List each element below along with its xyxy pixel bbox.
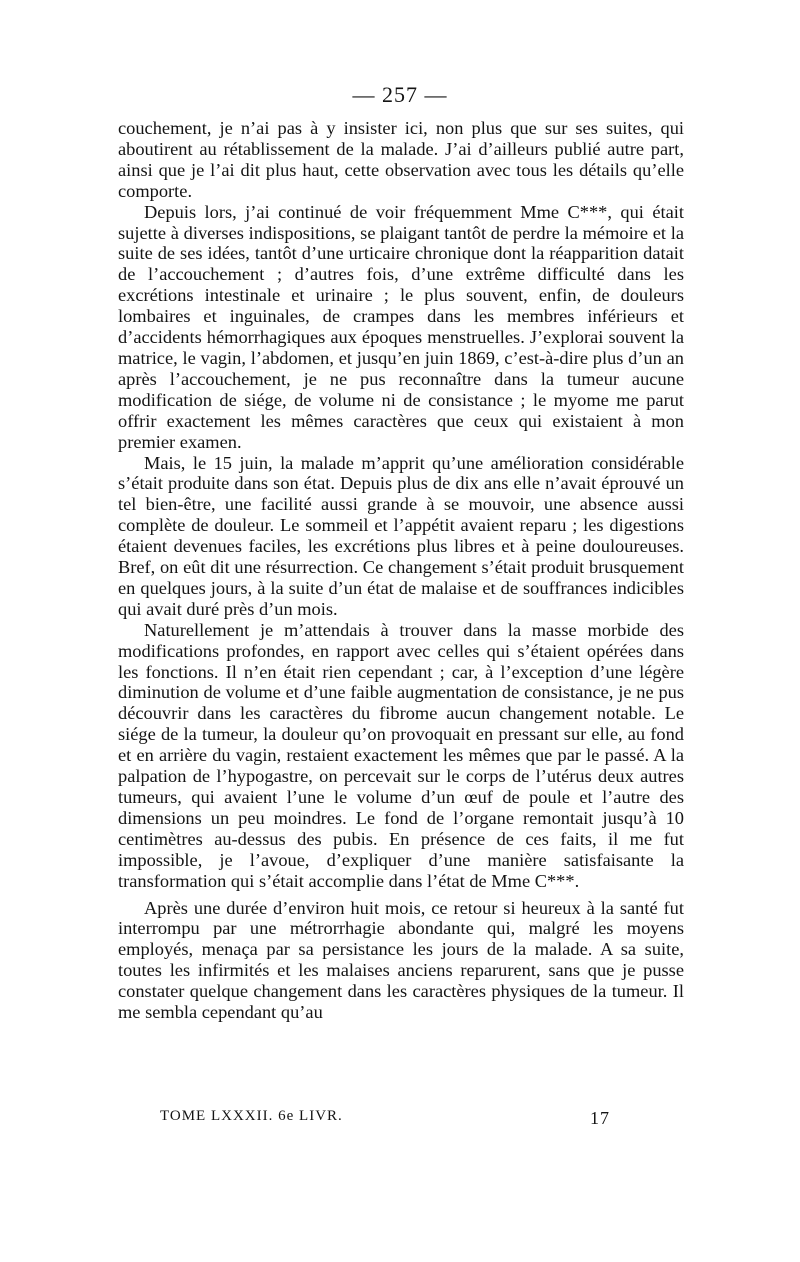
paragraph-2: Depuis lors, j’ai continué de voir fréquemment Mme C***, qui était sujette à diverses indispositions, se plaigant tantôt de perdre la mémoire et la suite de ses idées, tantôt d’une urticaire chronique dont la réapparition datait de l’accouchement ; d’autres fois, d’une extrême difficulté dans les excrétions intestinale et urinaire ; le plus souvent, enfin, de douleurs lombaires et inguinales, de crampes dans les membres inférieurs et d’accidents hémorrhagiques aux époques menstruelles. J’explorai souvent la matrice, le vagin, l’abdomen, et jusqu’en juin 1869, c’est-à-dire plus d’un an après l’accouchement, je ne pus reconnaître dans la tumeur aucune modification de siége, de volume ni de consistance ; le myome me parut offrir exactement les mêmes caractères que ceux qui existaient à mon premier examen. [118,201,684,452]
paragraph-3: Mais, le 15 juin, la malade m’apprit qu’une amélioration considérable s’était produite dans son état. Depuis plus de dix ans elle n’avait éprouvé un tel bien-être, une facilité aussi grande à se mouvoir, une absence aussi complète de douleur. Le sommeil et l’appétit avaient reparu ; les digestions étaient devenues faciles, les excrétions plus libres et à peine douloureuses. Bref, on eût dit une résurrection. Ce changement s’était produit brusquement en quelques jours, à la suite d’un état de malaise et de souffrances indicibles qui avait duré près d’un mois. [118,452,684,619]
paragraph-5: Après une durée d’environ huit mois, ce retour si heureux à la santé fut interrompu par une métrorrhagie abondante qui, malgré les moyens employés, menaça par sa persistance les jours de la malade. A sa suite, toutes les infirmités et les malaises anciens reparurent, sans que je pusse constater quelque changement dans les caractères physiques de la tumeur. Il me sembla cependant qu’au [118,897,684,1023]
signature-label: TOME LXXXII. 6e LIVR. [160,1108,343,1124]
document-body [118,118,684,1023]
paragraph-4: Naturellement je m’attendais à trouver dans la masse morbide des modifications profondes, en rapport avec celles qui s’étaient opérées dans les fonctions. Il n’en était rien cependant ; car, à l’exception d’une légère diminution de volume et d’une faible augmentation de consistance, je ne pus découvrir dans les caractères du fibrome aucun changement notable. Le siége de la tumeur, la douleur qu’on provoquait en pressant sur elle, au fond et en arrière du vagin, restaient exactement les mêmes que par le passé. A la palpation de l’hypogastre, on percevait sur le corps de l’utérus deux autres tumeurs, qui avaient l’une le volume d’un œuf de poule et l’autre des dimensions un peu moindres. Le fond de l’organe remontait jusqu’à 10 centimètres au-dessus des pubis. En présence de ces faits, il me fut impossible, je l’avoue, d’expliquer d’une manière satisfaisante la transformation qui s’était accomplie dans l’état de Mme C***. [118,619,684,891]
signature-number: 17 [590,1108,610,1128]
page-number: — 257 — [352,82,448,107]
paragraph-1: couchement, je n’ai pas à y insister ici, non plus que sur ses suites, qui aboutirent au rétablissement de la malade. J’ai d’ailleurs publié autre part, ainsi que je l’ai dit plus haut, cette observation avec tous les détails qu’elle comporte. [118,118,684,201]
